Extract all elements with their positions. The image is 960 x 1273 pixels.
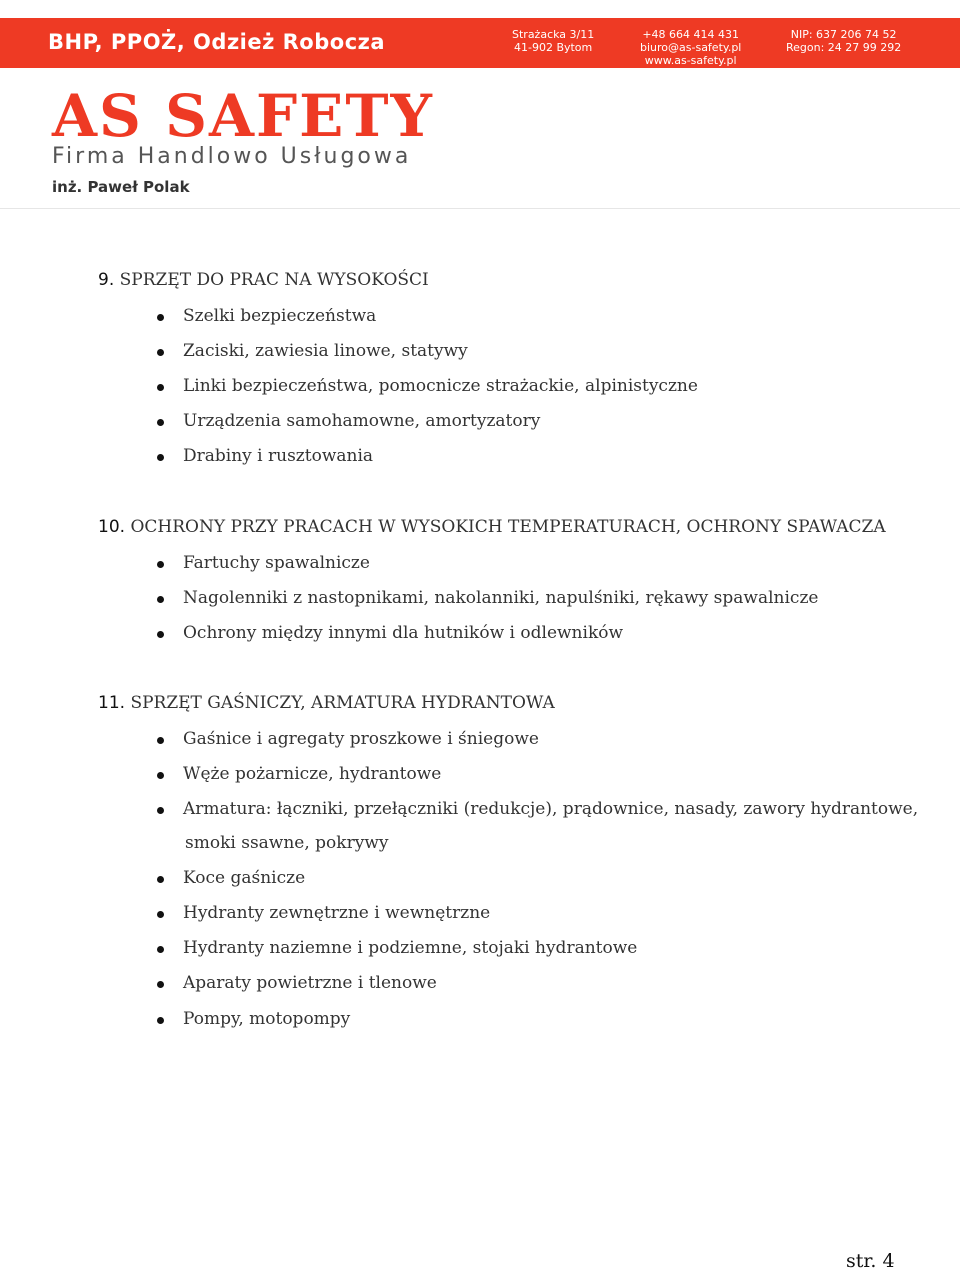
section-number: 10. <box>98 517 126 537</box>
list-item <box>0 411 960 435</box>
list-item-text: Aparaty powietrzne i tlenowe <box>183 973 437 993</box>
bullet-icon <box>157 772 164 779</box>
company-owner: inż. Paweł Polak <box>52 178 190 196</box>
bullet-icon <box>157 454 164 461</box>
bullet-icon <box>157 981 164 988</box>
list-item <box>0 1009 960 1033</box>
list-item <box>0 306 960 330</box>
list-item <box>0 938 960 962</box>
section-heading <box>98 270 429 290</box>
list-item <box>0 341 960 365</box>
section-title: OCHRONY PRZY PRACACH W WYSOKICH TEMPERATURACH, OCHRONY SPAWACZA <box>130 517 886 537</box>
list-item-text: Urządzenia samohamowne, amortyzatory <box>183 411 541 431</box>
section-title: SPRZĘT DO PRAC NA WYSOKOŚCI <box>119 270 429 290</box>
list-item-continuation: smoki ssawne, pokrywy <box>185 833 389 853</box>
list-item-text: Linki bezpieczeństwa, pomocnicze strażackie, alpinistyczne <box>183 376 698 396</box>
bullet-icon <box>157 384 164 391</box>
bullet-icon <box>157 596 164 603</box>
company-logo: AS SAFETY <box>52 82 434 150</box>
list-item-text: Gaśnice i agregaty proszkowe i śniegowe <box>183 729 539 749</box>
bullet-icon <box>157 946 164 953</box>
list-item-text: Koce gaśnicze <box>183 868 306 888</box>
bullet-icon <box>157 807 164 814</box>
phone: +48 664 414 431 <box>642 28 740 41</box>
list-item-text: Szelki bezpieczeństwa <box>183 306 377 326</box>
list-item-text: Pompy, motopompy <box>183 1009 351 1029</box>
list-item <box>0 729 960 753</box>
list-item <box>0 446 960 470</box>
page-number: str. 4 <box>846 1250 895 1272</box>
list-item <box>0 553 960 577</box>
bullet-icon <box>157 631 164 638</box>
list-item-text: Węże pożarnicze, hydrantowe <box>183 764 442 784</box>
section-title: SPRZĘT GAŚNICZY, ARMATURA HYDRANTOWA <box>130 693 555 713</box>
bullet-icon <box>157 737 164 744</box>
section-number: 11. <box>98 693 126 713</box>
list-item-text: Zaciski, zawiesia linowe, statywy <box>183 341 468 361</box>
list-item-text: Hydranty naziemne i podziemne, stojaki hydrantowe <box>183 938 638 958</box>
list-item <box>0 623 960 647</box>
logo-area <box>0 68 960 209</box>
list-item-text: Fartuchy spawalnicze <box>183 553 370 573</box>
list-item-text: Armatura: łączniki, przełączniki (redukcje), prądownice, nasady, zawory hydrantowe, <box>183 799 919 819</box>
tagline: BHP, PPOŻ, Odzież Robocza <box>48 30 386 54</box>
list-item-text: Drabiny i rusztowania <box>183 446 374 466</box>
bullet-icon <box>157 419 164 426</box>
bullet-icon <box>157 876 164 883</box>
website: www.as-safety.pl <box>644 54 737 67</box>
header-band <box>0 18 960 68</box>
list-item-text: Ochrony między innymi dla hutników i odlewników <box>183 623 624 643</box>
list-item <box>0 973 960 997</box>
bullet-icon <box>157 561 164 568</box>
list-item <box>0 868 960 892</box>
bullet-icon <box>157 314 164 321</box>
section-heading <box>98 693 555 713</box>
bullet-icon <box>157 1017 164 1024</box>
regon: Regon: 24 27 99 292 <box>786 41 902 54</box>
list-item <box>0 588 960 612</box>
address-line2: 41-902 Bytom <box>513 41 593 54</box>
contact-block <box>640 28 741 67</box>
list-item <box>0 799 960 823</box>
bullet-icon <box>157 911 164 918</box>
address-block <box>512 28 594 54</box>
list-item <box>0 376 960 400</box>
email: biuro@as-safety.pl <box>640 41 742 54</box>
registration-block <box>786 28 901 54</box>
list-item-text: Hydranty zewnętrzne i wewnętrzne <box>183 903 491 923</box>
company-subtitle: Firma Handlowo Usługowa <box>52 144 412 169</box>
list-item <box>0 903 960 927</box>
nip: NIP: 637 206 74 52 <box>790 28 897 41</box>
list-item <box>0 764 960 788</box>
list-item-text: Nagolenniki z nastopnikami, nakolanniki, napulśniki, rękawy spawalnicze <box>183 588 819 608</box>
address-line1: Strażacka 3/11 <box>512 28 595 41</box>
section-number: 9. <box>98 270 115 290</box>
section-heading <box>98 517 886 537</box>
bullet-icon <box>157 349 164 356</box>
